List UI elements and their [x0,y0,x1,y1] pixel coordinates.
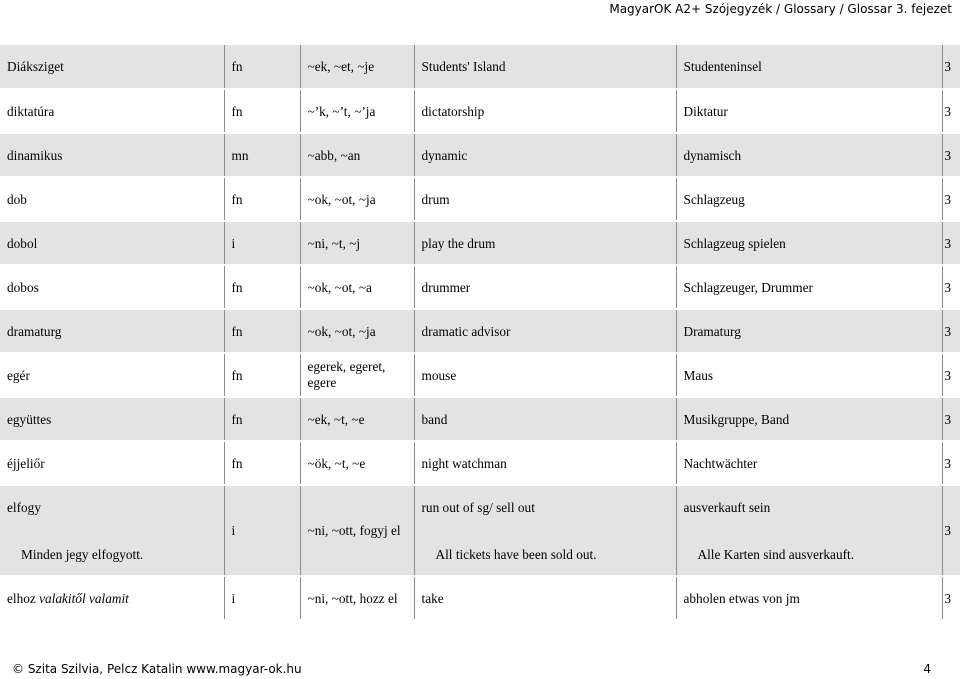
glossary-row [0,89,960,133]
pos-cell: fn [224,397,300,441]
english-cell: mouse [414,353,676,397]
pos-cell: fn [224,441,300,485]
pos-cell: i [224,576,300,620]
example-translation: Alle Karten sind ausverkauft. [697,546,855,562]
hungarian-cell: együttes [0,397,224,441]
pos-cell: fn [224,177,300,221]
glossary-row-with-example [0,485,960,576]
pos-cell: fn [224,89,300,133]
forms-cell: ~ok, ~ot, ~a [300,265,414,309]
english-cell: dynamic [414,133,676,177]
pos-cell: fn [224,45,300,89]
german-cell: Maus [676,353,942,397]
pos-cell: fn [224,353,300,397]
german-cell: dynamisch [676,133,942,177]
hungarian-cell: dobol [0,221,224,265]
headword: elfogy [7,499,41,515]
glossary-row [0,353,960,397]
hungarian-cell: éjjeliőr [0,441,224,485]
german-cell: Musikgruppe, Band [676,397,942,441]
pos-cell: fn [224,265,300,309]
german-cell: Schlagzeuger, Drummer [676,265,942,309]
glossary-row [0,397,960,441]
english-cell: drummer [414,265,676,309]
forms-cell: ~ni, ~ott, hozz el [300,576,414,620]
pos-cell: i [224,485,300,576]
english-cell: dictatorship [414,89,676,133]
hungarian-cell: Diáksziget [0,45,224,89]
hungarian-cell: dinamikus [0,133,224,177]
chapter-cell: 3 [942,397,960,441]
glossary-row [0,441,960,485]
forms-cell: ~ök, ~t, ~e [300,441,414,485]
chapter-cell: 3 [942,265,960,309]
hungarian-cell [0,576,224,620]
object-hint: valakitől [39,590,86,606]
forms-cell: ~ni, ~ott, fogyj el [300,485,414,576]
glossary-row [0,309,960,353]
german-cell: Studenteninsel [676,45,942,89]
german-cell: abholen etwas von jm [676,576,942,620]
object-hint: valamit [88,590,129,606]
hungarian-cell: egér [0,353,224,397]
hungarian-cell: dob [0,177,224,221]
hungarian-cell [0,485,224,576]
german-cell [676,485,942,576]
english-cell: Students' Island [414,45,676,89]
hungarian-cell: dramaturg [0,309,224,353]
german-cell: Dramaturg [676,309,942,353]
glossary-row [0,576,960,620]
chapter-cell: 3 [942,576,960,620]
chapter-cell: 3 [942,353,960,397]
page-header: MagyarOK A2+ Szójegyzék / Glossary / Glossar 3. fejezet [609,2,952,16]
forms-cell: ~’k, ~’t, ~’ja [300,89,414,133]
english-cell: dramatic advisor [414,309,676,353]
english-cell: night watchman [414,441,676,485]
chapter-cell: 3 [942,45,960,89]
chapter-cell: 3 [942,89,960,133]
hungarian-cell: dobos [0,265,224,309]
footer-copyright: © Szita Szilvia, Pelcz Katalin www.magyar-ok.hu [12,662,302,676]
pos-cell: fn [224,309,300,353]
forms-cell: ~ek, ~et, ~je [300,45,414,89]
glossary-table [0,45,960,621]
german-cell: Schlagzeug [676,177,942,221]
headword: elhoz [7,590,36,606]
chapter-cell: 3 [942,221,960,265]
english-cell: band [414,397,676,441]
english-cell: drum [414,177,676,221]
pos-cell: i [224,221,300,265]
glossary-row [0,265,960,309]
chapter-cell: 3 [942,133,960,177]
hungarian-cell: diktatúra [0,89,224,133]
chapter-cell: 3 [942,485,960,576]
german-cell: Nachtwächter [676,441,942,485]
forms-cell: ~abb, ~an [300,133,414,177]
forms-cell: ~ni, ~t, ~j [300,221,414,265]
forms-cell: egerek, egeret, egere [300,353,414,397]
english-cell: play the drum [414,221,676,265]
english-cell: take [414,576,676,620]
pos-cell: mn [224,133,300,177]
page-footer [12,660,950,678]
forms-cell: ~ek, ~t, ~e [300,397,414,441]
chapter-cell: 3 [942,441,960,485]
translation: run out of sg/ sell out [421,499,535,515]
german-cell: Schlagzeug spielen [676,221,942,265]
glossary-row [0,177,960,221]
chapter-cell: 3 [942,177,960,221]
glossary-row [0,133,960,177]
example-sentence: Minden jegy elfogyott. [21,546,144,562]
translation: ausverkauft sein [683,499,771,515]
forms-cell: ~ok, ~ot, ~ja [300,177,414,221]
forms-cell: ~ok, ~ot, ~ja [300,309,414,353]
example-translation: All tickets have been sold out. [435,546,597,562]
english-cell [414,485,676,576]
glossary-row [0,221,960,265]
german-cell: Diktatur [676,89,942,133]
glossary-row [0,45,960,89]
page-number: 4 [923,662,931,676]
chapter-cell: 3 [942,309,960,353]
